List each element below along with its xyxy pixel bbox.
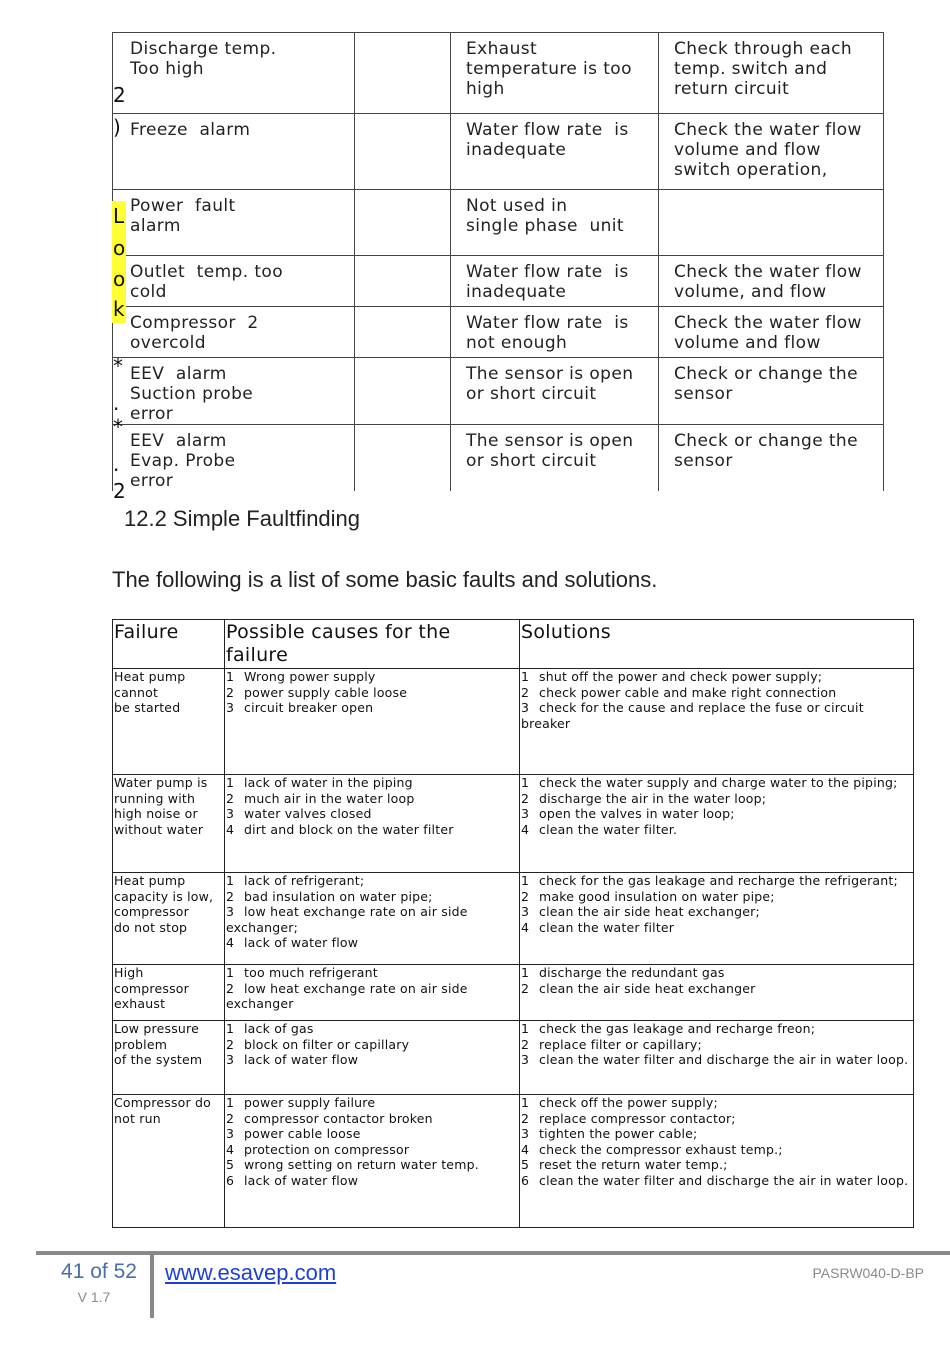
alarm-solution: Check or change the sensor — [674, 364, 858, 404]
margin-char: k — [113, 297, 125, 321]
cause-text: lack of gas — [244, 1021, 314, 1036]
failure-cell — [113, 669, 225, 775]
failure-cell — [113, 965, 225, 1021]
solution-number: 4 — [521, 821, 530, 837]
margin-char: * — [113, 415, 123, 439]
alarm-name-cell — [113, 425, 355, 492]
cause-cell — [225, 1095, 520, 1228]
cause-number: 2 — [226, 1110, 235, 1126]
solution-item — [521, 1173, 912, 1189]
solution-number: 4 — [521, 919, 530, 935]
cause-cell — [225, 1021, 520, 1095]
cause-number: 4 — [226, 1141, 235, 1157]
solution-text: check for the gas leakage and recharge the refrigerant; — [539, 873, 898, 888]
alarm-row — [113, 33, 884, 114]
alarm-cause-cell — [451, 256, 659, 307]
alarm-row — [113, 256, 884, 307]
alarm-solution-cell — [659, 190, 884, 256]
cause-number: 5 — [226, 1157, 235, 1172]
cause-item — [226, 1095, 518, 1111]
footer-vertical-divider — [150, 1255, 154, 1318]
cause-number: 3 — [226, 1052, 235, 1067]
solution-number: 6 — [521, 1172, 530, 1188]
solution-item — [521, 965, 912, 981]
solution-text: clean the water filter and discharge the air in water loop. — [539, 1172, 909, 1188]
solution-item — [521, 1142, 912, 1158]
cause-text: low heat exchange rate on air side exchanger; — [226, 904, 468, 935]
solution-item — [521, 1111, 912, 1127]
solution-number: 1 — [521, 775, 530, 790]
cause-text: water valves closed — [244, 806, 372, 821]
alarm-row — [113, 190, 884, 256]
solution-text: replace filter or capillary; — [539, 1036, 702, 1052]
solution-item — [521, 685, 912, 701]
solution-text: check power cable and make right connection — [539, 684, 837, 700]
margin-char: o — [113, 236, 126, 260]
solution-item — [521, 806, 912, 822]
solution-item — [521, 1126, 912, 1142]
solution-item — [521, 775, 912, 791]
cause-item — [226, 1142, 518, 1158]
cause-item — [226, 1173, 518, 1189]
solution-number: 2 — [521, 1110, 530, 1126]
alarm-row — [113, 114, 884, 190]
solution-text: clean the water filter and discharge the air in water loop. — [539, 1052, 909, 1067]
cause-text: compressor contactor broken — [244, 1110, 433, 1126]
margin-char: ) — [113, 115, 121, 139]
cause-text: much air in the water loop — [244, 790, 415, 806]
version-label: V 1.7 — [77, 1289, 111, 1305]
alarm-name: Discharge temp. Too high — [130, 39, 277, 79]
solution-text: discharge the redundant gas — [539, 965, 725, 980]
alarm-solution-cell — [659, 114, 884, 190]
cause-number: 2 — [226, 980, 235, 996]
alarm-name: EEV alarm Evap. Probe error — [130, 431, 236, 491]
alarm-code-cell — [355, 190, 451, 256]
solution-number: 2 — [521, 1036, 530, 1052]
alarm-row — [113, 307, 884, 358]
solution-item — [521, 791, 912, 807]
alarm-name: Compressor 2 overcold — [130, 313, 259, 353]
cause-item — [226, 889, 518, 905]
failure-text: High compressor exhaust — [114, 965, 189, 1011]
solution-item — [521, 1037, 912, 1053]
website-link[interactable]: www.esavep.com — [165, 1260, 337, 1285]
alarm-row — [113, 425, 884, 492]
solution-item — [521, 920, 912, 936]
alarm-solution-cell — [659, 307, 884, 358]
alarm-code — [355, 114, 450, 189]
solution-text: check the gas leakage and recharge freon; — [539, 1021, 816, 1036]
alarm-code — [355, 190, 450, 255]
alarm-cause: Not used in single phase unit — [466, 196, 624, 236]
solution-text: clean the air side heat exchanger; — [539, 904, 760, 919]
alarm-solution-cell — [659, 358, 884, 425]
solution-cell — [520, 1095, 914, 1228]
alarm-code — [355, 33, 450, 113]
cause-text: low heat exchange rate on air side exchanger — [226, 980, 468, 1011]
fault-table — [112, 619, 914, 1228]
solution-item — [521, 822, 912, 838]
alarm-code-cell — [355, 358, 451, 425]
solution-item — [521, 904, 912, 920]
alarm-cause-cell — [451, 33, 659, 114]
solution-item — [521, 1095, 912, 1111]
table-row — [113, 1095, 914, 1228]
solution-text: check for the cause and replace the fuse or circuit breaker — [521, 700, 864, 731]
alarm-solution: Check the water flow volume, and flow — [674, 262, 862, 302]
alarm-code-cell — [355, 307, 451, 358]
solution-number: 2 — [521, 980, 530, 996]
solution-text: clean the air side heat exchanger — [539, 980, 756, 996]
alarm-name-cell — [113, 256, 355, 307]
margin-char: L — [113, 204, 125, 228]
margin-char: * — [113, 354, 123, 378]
alarm-cause: The sensor is open or short circuit — [466, 431, 634, 471]
solution-item — [521, 873, 912, 889]
cause-number: 2 — [226, 684, 235, 700]
table-row — [113, 1021, 914, 1095]
cause-item — [226, 1021, 518, 1037]
alarm-name-cell — [113, 33, 355, 114]
solution-text: tighten the power cable; — [539, 1126, 698, 1141]
cause-number: 1 — [226, 965, 235, 980]
cause-item — [226, 965, 518, 981]
solution-number: 3 — [521, 806, 530, 821]
cause-item — [226, 904, 518, 935]
alarm-code — [355, 358, 450, 424]
cause-text: block on filter or capillary — [244, 1036, 410, 1052]
cause-number: 2 — [226, 790, 235, 806]
solution-item — [521, 1021, 912, 1037]
solution-item — [521, 981, 912, 997]
cause-number: 3 — [226, 700, 235, 715]
solution-number: 1 — [521, 669, 530, 684]
alarm-cause: Water flow rate is inadequate — [466, 262, 629, 302]
cause-item — [226, 822, 518, 838]
alarm-name-cell — [113, 114, 355, 190]
cause-number: 1 — [226, 775, 235, 790]
cause-cell — [225, 873, 520, 965]
alarm-solution — [659, 190, 883, 255]
cause-text: power supply cable loose — [244, 684, 408, 700]
cause-item — [226, 1052, 518, 1068]
alarm-solution-cell — [659, 33, 884, 114]
solution-number: 4 — [521, 1141, 530, 1157]
cause-item — [226, 1111, 518, 1127]
alarm-name-cell — [113, 307, 355, 358]
alarm-code — [355, 256, 450, 306]
alarm-cause-cell — [451, 425, 659, 492]
alarm-name: Freeze alarm — [130, 120, 251, 140]
alarm-cause: Water flow rate is inadequate — [466, 120, 629, 160]
table-row — [113, 965, 914, 1021]
solution-text: clean the water filter. — [539, 821, 678, 837]
cause-number: 6 — [226, 1172, 235, 1188]
table-row — [113, 775, 914, 873]
failure-text: Low pressure problem of the system — [114, 1021, 203, 1067]
margin-char: o — [113, 267, 126, 291]
cause-item — [226, 669, 518, 685]
solution-text: shut off the power and check power supply; — [539, 669, 823, 684]
alarm-cause: Water flow rate is not enough — [466, 313, 629, 353]
cause-text: lack of refrigerant; — [244, 873, 365, 888]
solution-cell — [520, 775, 914, 873]
alarm-name: Outlet temp. too cold — [130, 262, 284, 302]
cause-item — [226, 775, 518, 791]
solution-item — [521, 669, 912, 685]
cause-number: 1 — [226, 1021, 235, 1036]
alarm-code — [355, 307, 450, 357]
alarm-name: Power fault alarm — [130, 196, 236, 236]
cause-cell — [225, 965, 520, 1021]
cause-item — [226, 1037, 518, 1053]
alarm-solution: Check the water flow volume and flow — [674, 313, 862, 353]
cause-item — [226, 873, 518, 889]
cause-number: 3 — [226, 1126, 235, 1141]
cause-text: lack of water flow — [244, 1052, 359, 1067]
solution-number: 3 — [521, 904, 530, 919]
page-number: 41 of 52 — [61, 1260, 137, 1283]
failure-text: Heat pump capacity is low, compressor do not stop — [114, 873, 214, 935]
intro-text: The following is a list of some basic faults and solutions. — [112, 567, 658, 592]
solution-number: 1 — [521, 965, 530, 980]
solution-number: 3 — [521, 700, 530, 715]
cause-number: 1 — [226, 669, 235, 684]
cause-number: 1 — [226, 1095, 235, 1110]
cause-text: power cable loose — [244, 1126, 361, 1141]
cause-number: 1 — [226, 873, 235, 888]
alarm-code-cell — [355, 256, 451, 307]
solution-cell — [520, 965, 914, 1021]
solution-number: 2 — [521, 684, 530, 700]
cause-text: bad insulation on water pipe; — [244, 888, 433, 904]
failure-cell — [113, 1021, 225, 1095]
alarm-cause-cell — [451, 114, 659, 190]
solution-item — [521, 1157, 912, 1173]
alarm-solution: Check the water flow volume and flow switch operation, — [674, 120, 862, 180]
cause-number: 4 — [226, 821, 235, 837]
header-causes: Possible causes for the failure — [225, 620, 520, 669]
table-header-row — [113, 620, 914, 669]
solution-text: reset the return water temp.; — [539, 1157, 728, 1172]
table-row — [113, 669, 914, 775]
cause-number: 2 — [226, 1036, 235, 1052]
failure-text: Water pump is running with high noise or without water — [114, 775, 208, 837]
solution-cell — [520, 1021, 914, 1095]
cause-item — [226, 1157, 518, 1173]
alarm-solution-cell — [659, 256, 884, 307]
solution-number: 1 — [521, 1021, 530, 1036]
cause-text: lack of water flow — [244, 1172, 359, 1188]
cause-text: lack of water in the piping — [244, 775, 413, 790]
solution-number: 3 — [521, 1052, 530, 1067]
cause-text: too much refrigerant — [244, 965, 378, 980]
cause-text: lack of water flow — [244, 935, 359, 950]
document-code: PASRW040-D-BP — [812, 1265, 924, 1281]
solution-text: make good insulation on water pipe; — [539, 888, 775, 904]
solution-item — [521, 1052, 912, 1068]
failure-cell — [113, 873, 225, 965]
alarm-code-cell — [355, 425, 451, 492]
cause-item — [226, 935, 518, 951]
cause-item — [226, 685, 518, 701]
solution-number: 1 — [521, 1095, 530, 1110]
solution-number: 1 — [521, 873, 530, 888]
header-solutions: Solutions — [520, 620, 914, 669]
alarm-solution-cell — [659, 425, 884, 492]
solution-number: 5 — [521, 1157, 530, 1172]
cause-text: wrong setting on return water temp. — [244, 1157, 479, 1172]
solution-text: discharge the air in the water loop; — [539, 790, 767, 806]
cause-number: 3 — [226, 806, 235, 821]
alarm-row — [113, 358, 884, 425]
cause-item — [226, 981, 518, 1012]
alarm-solution: Check through each temp. switch and return circuit — [674, 39, 853, 99]
cause-number: 2 — [226, 888, 235, 904]
cause-text: circuit breaker open — [244, 700, 374, 715]
solution-cell — [520, 669, 914, 775]
solution-item — [521, 889, 912, 905]
alarm-cause-cell — [451, 358, 659, 425]
alarm-name-cell — [113, 358, 355, 425]
failure-text: Heat pump cannot be started — [114, 669, 186, 715]
alarm-name-cell — [113, 190, 355, 256]
failure-text: Compressor do not run — [114, 1095, 212, 1126]
cause-item — [226, 806, 518, 822]
section-title: 12.2 Simple Faultfinding — [124, 506, 361, 531]
alarm-table — [112, 32, 884, 491]
alarm-solution: Check or change the sensor — [674, 431, 858, 471]
table-row — [113, 873, 914, 965]
solution-text: clean the water filter — [539, 919, 675, 935]
margin-char: 2 — [113, 479, 126, 503]
solution-text: check the compressor exhaust temp.; — [539, 1141, 783, 1157]
cause-text: protection on compressor — [244, 1141, 410, 1157]
solution-text: check the water supply and charge water to the piping; — [539, 775, 898, 790]
margin-char: . — [113, 452, 120, 476]
alarm-cause-cell — [451, 307, 659, 358]
cause-text: dirt and block on the water filter — [244, 821, 454, 837]
margin-char: . — [113, 391, 120, 415]
cause-cell — [225, 669, 520, 775]
margin-char: 2 — [113, 83, 126, 107]
cause-text: power supply failure — [244, 1095, 376, 1110]
alarm-cause-cell — [451, 190, 659, 256]
cause-text: Wrong power supply — [244, 669, 376, 684]
solution-text: replace compressor contactor; — [539, 1110, 736, 1126]
cause-number: 3 — [226, 904, 235, 919]
footer-divider — [36, 1251, 950, 1255]
cause-item — [226, 791, 518, 807]
solution-number: 2 — [521, 790, 530, 806]
solution-cell — [520, 873, 914, 965]
solution-item — [521, 700, 912, 731]
failure-cell — [113, 1095, 225, 1228]
cause-item — [226, 700, 518, 716]
alarm-code — [355, 425, 450, 491]
alarm-code-cell — [355, 33, 451, 114]
solution-text: open the valves in water loop; — [539, 806, 735, 821]
solution-number: 2 — [521, 888, 530, 904]
alarm-cause: Exhaust temperature is too high — [466, 39, 632, 99]
failure-cell — [113, 775, 225, 873]
cause-cell — [225, 775, 520, 873]
solution-text: check off the power supply; — [539, 1095, 718, 1110]
solution-number: 3 — [521, 1126, 530, 1141]
cause-item — [226, 1126, 518, 1142]
header-failure: Failure — [113, 620, 225, 669]
cause-number: 4 — [226, 935, 235, 950]
alarm-name: EEV alarm Suction probe error — [130, 364, 254, 424]
alarm-code-cell — [355, 114, 451, 190]
alarm-cause: The sensor is open or short circuit — [466, 364, 634, 404]
